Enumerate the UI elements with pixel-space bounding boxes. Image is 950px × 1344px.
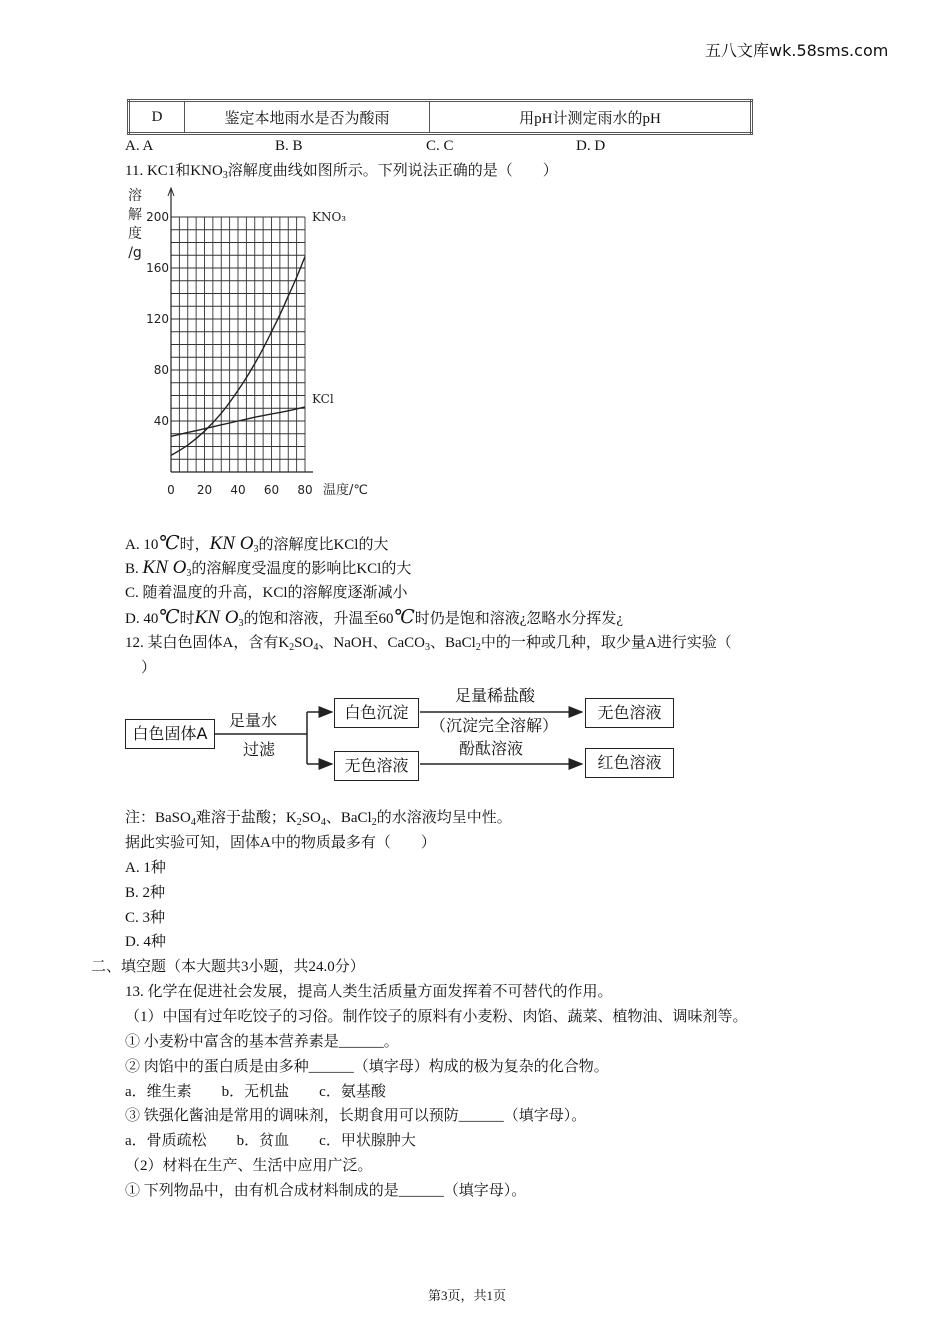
q13-item3: ③ 铁强化酱油是常用的调味剂，长期食用可以预防______（填字母）。	[125, 1108, 587, 1124]
series-label: KCl	[312, 391, 334, 406]
q12-note: 注：BaSO$_4$难溶于盐酸；$K_2SO_4$、BaCl$_2$的水溶液均呈中性。	[125, 810, 512, 828]
flow-label-acid-note: （沉淀完全溶解）	[430, 716, 559, 735]
x-tick-label: 40	[230, 483, 246, 497]
y-tick-label: 80	[153, 363, 169, 377]
q13-part2: （2）材料在生产、生活中应用广泛。	[125, 1158, 373, 1174]
flow-result-top-box: 无色溶液	[585, 698, 674, 728]
q10-option-a: A. A	[125, 138, 154, 154]
q13-part1: （1）中国有过年吃饺子的习俗。制作饺子的原料有小麦粉、肉馅、蔬菜、植物油、调味剂等。	[125, 1009, 748, 1025]
flow-start-box: 白色固体A	[125, 719, 215, 749]
page-number: 第3页，共1页	[428, 1288, 507, 1303]
site-watermark: 五八文库wk.58sms.com	[705, 41, 889, 60]
q13-item2-options: a．维生素 b．无机盐 c．氨基酸	[125, 1084, 386, 1100]
x-tick-label: 20	[196, 483, 213, 497]
q13-item1: ① 小麦粉中富含的基本营养素是______。	[125, 1034, 399, 1050]
q12-stem-close: ）	[141, 660, 157, 676]
q12-option-d: D. 4种	[125, 934, 166, 950]
q12-option-a: A. 1种	[125, 860, 166, 876]
flow-label-water: 足量水	[229, 711, 278, 730]
y-axis-label: 解	[128, 207, 142, 223]
y-axis-label: 度	[128, 226, 142, 242]
q11-option-c: C. 随着温度的升高，KCl的溶解度逐渐减小	[125, 585, 408, 601]
table-cell-purpose: 鉴定本地雨水是否为酸雨	[185, 101, 430, 134]
q11-option-d: D. 40℃时KN $O_3$的饱和溶液，升温至60℃时仍是饱和溶液¿忽略水分挥发¿	[125, 607, 624, 629]
flow-precipitate-box: 白色沉淀	[334, 698, 419, 728]
table-cell-option: D	[129, 101, 185, 134]
y-tick-label: 200	[146, 210, 169, 224]
q11-stem: 11. KC1和$KNO_3$溶解度曲线如图所示。下列说法正确的是（ ）	[125, 163, 558, 181]
q10-option-c: C. C	[426, 138, 454, 154]
x-tick-label: 60	[263, 483, 280, 497]
flow-label-filter: 过滤	[243, 740, 276, 759]
q13-item3-options: a．骨质疏松 b．贫血 c．甲状腺肿大	[125, 1133, 416, 1149]
q13-part2-item1: ① 下列物品中，由有机合成材料制成的是______（填字母）。	[125, 1183, 527, 1199]
y-tick-label: 160	[146, 261, 169, 275]
q12-question: 据此实验可知，固体A中的物质最多有（ ）	[125, 835, 436, 851]
y-axis-label: /g	[128, 245, 142, 261]
x-axis-label: 温度/℃	[323, 483, 368, 498]
q12-option-b: B. 2种	[125, 885, 166, 901]
y-axis-label: 溶	[128, 188, 142, 204]
y-tick-label: 120	[146, 312, 169, 326]
flow-result-bottom-box: 红色溶液	[585, 748, 674, 778]
x-tick-label: 0	[167, 483, 175, 497]
section-title: 二、填空题（本大题共3小题，共24.0分）	[91, 959, 365, 975]
table-cell-method: 用pH计测定雨水的pH	[430, 101, 752, 134]
series-label: KNO₃	[312, 210, 347, 224]
flow-label-acid: 足量稀盐酸	[455, 686, 536, 705]
q12-stem: 12. 某白色固体A，含有$K_2SO_4$、NaOH、CaCO$_3$、BaCl$_2$中的一种或几种，取少量A进行实验（	[125, 635, 732, 653]
q13-stem: 13. 化学在促进社会发展，提高人类生活质量方面发挥着不可替代的作用。	[125, 984, 613, 1000]
flow-filtrate-box: 无色溶液	[334, 751, 419, 781]
x-tick-label: 80	[297, 483, 313, 497]
q11-option-b: B. KN $O_3$的溶解度受温度的影响比KCl的大	[125, 557, 412, 579]
q10-option-d: D. D	[576, 138, 606, 154]
flow-label-indicator: 酚酞溶液	[459, 739, 524, 758]
q10-option-b: B. B	[275, 138, 303, 154]
q13-item2: ② 肉馅中的蛋白质是由多种______（填字母）构成的极为复杂的化合物。	[125, 1059, 609, 1075]
q12-option-c: C. 3种	[125, 910, 166, 926]
q11-option-a: A. 10℃时，KN $O_3$的溶解度比KCl的大	[125, 533, 389, 555]
y-tick-label: 40	[153, 414, 169, 428]
